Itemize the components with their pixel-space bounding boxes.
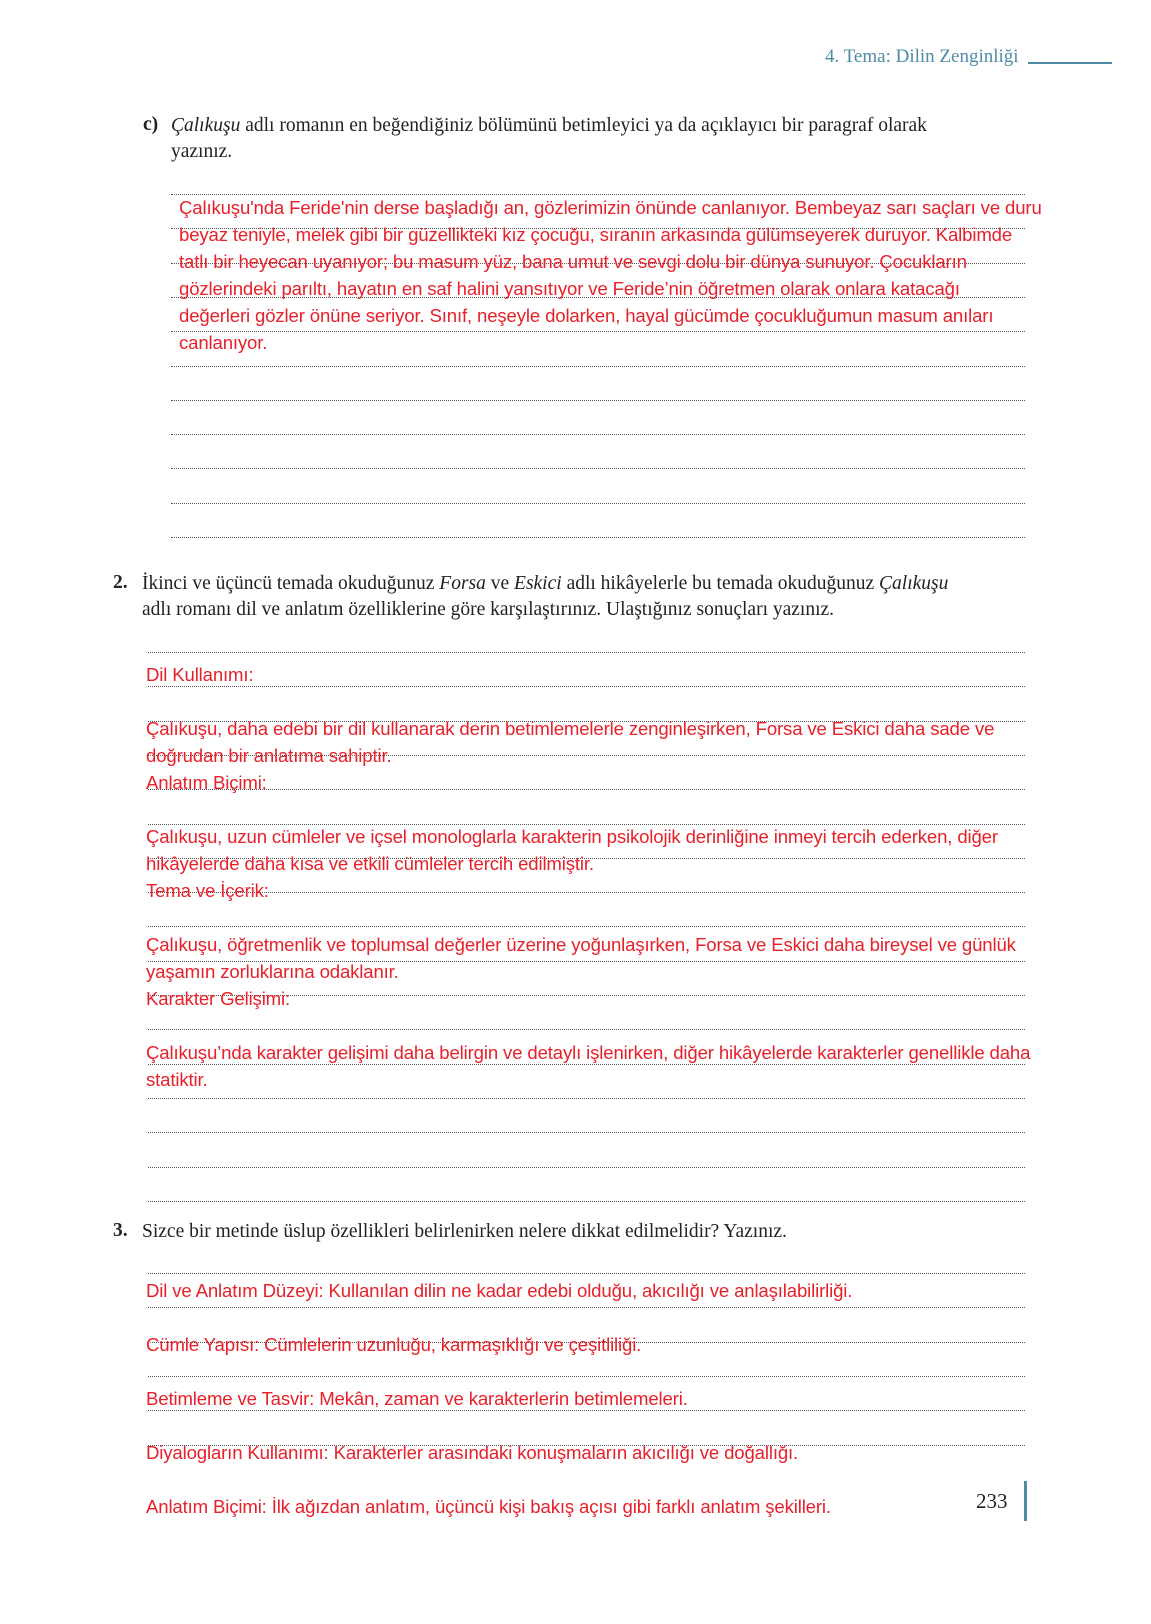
- answer-line: hikâyelerde daha kısa ve etkili cümleler tercih edilmiştir.: [146, 853, 594, 874]
- answer-line: Tema ve İçerik:: [146, 880, 269, 901]
- answer-line: beyaz teniyle, melek gibi bir güzellikteki kız çocuğu, sıranın arkasında gülümseyerek duruyor. Kalbimde: [179, 224, 1013, 245]
- answer-line: [146, 1012, 1030, 1039]
- answer-line: Betimleme ve Tasvir: Mekân, zaman ve karakterlerin betimlemeleri.: [146, 1388, 688, 1409]
- question-text: adlı hikâyelerle bu temada okuduğunuz: [561, 573, 880, 594]
- dotted-writing-line: [148, 1201, 1025, 1202]
- novel-title: Çalıkuşu: [171, 115, 241, 136]
- question-text-line2: yazınız.: [171, 141, 233, 162]
- answer-2[interactable]: [146, 661, 1030, 1093]
- question-text: İkinci ve üçüncü temada okuduğunuz: [142, 573, 440, 594]
- answer-line: [146, 1358, 852, 1385]
- answer-line: Anlatım Biçimi:: [146, 772, 267, 793]
- page-number-bar: [1024, 1481, 1027, 1521]
- question-number-2: 2.: [113, 572, 128, 593]
- answer-line: statiktir.: [146, 1069, 208, 1090]
- answer-line: doğrudan bir anlatıma sahiptir.: [146, 745, 392, 766]
- question-3: Sizce bir metinde üslup özellikleri belirlenirken nelere dikkat edilmelidir? Yazınız.: [142, 1221, 787, 1242]
- dotted-writing-line: [148, 1273, 1025, 1274]
- answer-line: Anlatım Biçimi: İlk ağızdan anlatım, üçüncü kişi bakış açısı gibi farklı anlatım şekilleri.: [146, 1496, 831, 1517]
- question-c: [171, 113, 1041, 165]
- answer-line: Dil ve Anlatım Düzeyi: Kullanılan dilin ne kadar edebi olduğu, akıcılığı ve anlaşılabilirliği.: [146, 1280, 853, 1301]
- story-title: Forsa: [439, 573, 486, 594]
- theme-title: 4. Tema: Dilin Zenginliği: [825, 46, 1019, 67]
- answer-line: Çalıkuşu, uzun cümleler ve içsel monologlarla karakterin psikolojik derinliğine inmeyi tercih ederken, diğer: [146, 826, 998, 847]
- page-number: 233: [976, 1489, 1008, 1513]
- question-2: [142, 571, 1042, 623]
- novel-title: Çalıkuşu: [879, 573, 949, 594]
- dotted-writing-line: [148, 652, 1025, 653]
- answer-line: Çalıkuşu, öğretmenlik ve toplumsal değerler üzerine yoğunlaşırken, Forsa ve Eskici daha bireysel ve günlük: [146, 934, 1016, 955]
- answer-line: tatlı bir heyecan uyanıyor; bu masum yüz, bana umut ve sevgi dolu bir dünya sunuyor. Çocukların: [179, 251, 967, 272]
- answer-line: Diyalogların Kullanımı: Karakterler arasındaki konuşmaların akıcılığı ve doğallığı.: [146, 1442, 799, 1463]
- dotted-writing-line: [148, 1167, 1025, 1168]
- dotted-writing-line: [148, 1132, 1025, 1133]
- dotted-writing-line: [171, 366, 1025, 367]
- answer-line: gözlerindeki parıltı, hayatın en saf halini yansıtıyor ve Feride’nin öğretmen olarak onlara katacağı: [179, 278, 960, 299]
- answer-line: Cümle Yapısı: Cümlelerin uzunluğu, karmaşıklığı ve çeşitliliği.: [146, 1334, 642, 1355]
- answer-3[interactable]: [146, 1277, 852, 1520]
- dotted-writing-line: [171, 434, 1025, 435]
- question-text: ve: [485, 573, 515, 594]
- answer-c[interactable]: [179, 194, 1042, 356]
- question-text: adlı romanın en beğendiğiniz bölümünü betimleyici ya da açıklayıcı bir paragraf olarak: [240, 115, 927, 136]
- answer-line: Dil Kullanımı:: [146, 664, 254, 685]
- answer-line: Çalıkuşu, daha edebi bir dil kullanarak derin betimlemelerle zenginleşirken, Forsa ve Eskici daha sade ve: [146, 718, 995, 739]
- answer-line: canlanıyor.: [179, 332, 268, 353]
- answer-line: değerleri gözler önüne seriyor. Sınıf, neşeyle dolarken, hayal gücümde çocukluğumun masum anıları: [179, 305, 994, 326]
- dotted-writing-line: [171, 468, 1025, 469]
- answer-line: Karakter Gelişimi:: [146, 988, 291, 1009]
- answer-line: [146, 796, 1030, 823]
- dotted-writing-line: [148, 1098, 1025, 1099]
- answer-line: [146, 904, 1030, 931]
- dotted-writing-line: [171, 537, 1025, 538]
- story-title: Eskici: [514, 573, 562, 594]
- answer-line: Çalıkuşu’nda karakter gelişimi daha belirgin ve detaylı işlenirken, diğer hikâyelerde karakterler genellikle daha: [146, 1042, 1031, 1063]
- question-number-3: 3.: [113, 1220, 128, 1241]
- dotted-writing-line: [171, 400, 1025, 401]
- answer-line: [146, 688, 1030, 715]
- item-label-c: c): [143, 114, 159, 135]
- dotted-writing-line: [171, 503, 1025, 504]
- answer-line: yaşamın zorluklarına odaklanır.: [146, 961, 399, 982]
- answer-line: [146, 1466, 852, 1493]
- header-rule: [1028, 62, 1112, 64]
- answer-line: [146, 1304, 852, 1331]
- answer-line: Çalıkuşu'nda Feride'nin derse başladığı an, gözlerimizin önünde canlanıyor. Bembeyaz sarı saçları ve duru: [179, 197, 1042, 218]
- question-text-line2: adlı romanı dil ve anlatım özelliklerine göre karşılaştırınız. Ulaştığınız sonuçları yazınız.: [142, 599, 835, 620]
- answer-line: [146, 1412, 852, 1439]
